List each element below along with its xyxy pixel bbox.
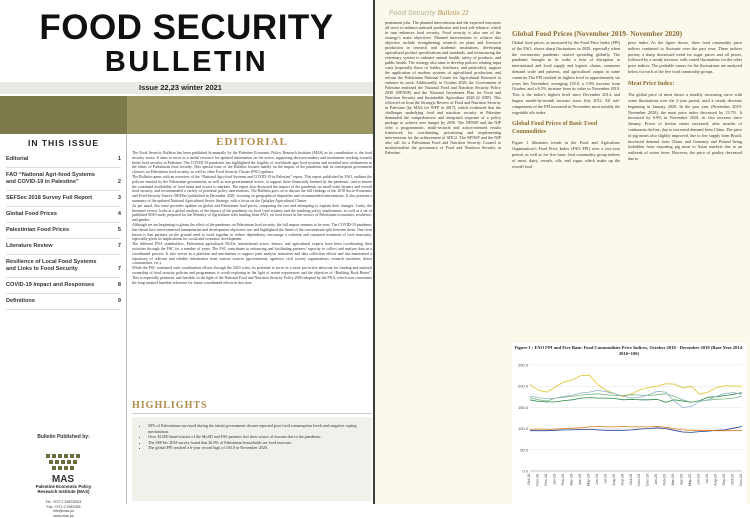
- left-page: [0, 0, 375, 504]
- x-tick-label: Dec-18: [544, 474, 548, 486]
- x-tick-label: Oct-19: [629, 474, 633, 485]
- toc-item[interactable]: [6, 255, 121, 278]
- x-tick-label: Jun-20: [697, 474, 701, 485]
- mas-contact: [0, 500, 127, 518]
- x-tick-label: Apr-20: [680, 474, 684, 485]
- toc-item-page: 1: [118, 156, 121, 163]
- toc-item-label: COVID-19 Impact and Responses: [6, 282, 106, 289]
- toc-item-label: FAO “National Agri-food Systems and COVID-19 in Palestine”: [6, 172, 106, 186]
- toc-item-page: 8: [118, 282, 121, 289]
- x-tick-label: Mar-19: [569, 474, 573, 485]
- series-line: [530, 390, 742, 407]
- toc-item-page: 5: [118, 227, 121, 234]
- editorial-section: [132, 134, 372, 504]
- toc-item-page: 7: [118, 243, 121, 250]
- org-line-2: Research Institute (MAS): [0, 489, 127, 494]
- olive-strip-dark: [0, 96, 127, 134]
- highlight-item: • 59% of Palestinians surveyed during the initial government closure reported poor food consumption levels and negative coping mechanisms.: [148, 423, 364, 434]
- highlights-list: [148, 423, 364, 451]
- editorial-paragraph: As per usual, this issue provides updates on global and Palestinian food prices, comparing the two and attempting to explain their changes. Lastly, the literature review looks at a global analysis of the impact of the pandemic on local food systems and the resulting policy implications, as well as a set of published MAS study prepared for the Ministry of Agriculture with funding from FAO, on food losses in the sectors of Palestinian economics, resilience, and gender.: [132, 204, 372, 223]
- toc-item-label: Editorial: [6, 156, 106, 163]
- x-tick-label: Jul-20: [705, 474, 709, 484]
- x-tick-label: Jul-19: [603, 474, 607, 484]
- fax: Fax: +972 2 2987055: [0, 505, 127, 510]
- y-tick-label: 100.0: [518, 426, 529, 431]
- x-tick-label: Jan-19: [552, 474, 556, 485]
- y-tick-label: 0.0: [522, 469, 528, 474]
- olive-strip: [0, 96, 373, 134]
- x-tick-label: Feb-19: [561, 474, 565, 485]
- subsection-title: Global Food Prices of Basic Food Commodities: [512, 121, 620, 136]
- x-tick-label: Sep-19: [620, 474, 624, 486]
- toc-item[interactable]: [6, 168, 121, 191]
- sidebar-heading: IN THIS ISSUE: [0, 138, 127, 148]
- x-tick-label: Oct-20: [731, 474, 735, 485]
- toc-item[interactable]: [6, 207, 121, 223]
- x-tick-label: Dec-19: [646, 474, 650, 486]
- editorial-title: EDITORIAL: [132, 136, 372, 148]
- column-c: [628, 40, 742, 162]
- x-tick-label: Nov-18: [535, 474, 539, 486]
- toc-item[interactable]: [6, 223, 121, 239]
- masthead-title: FOOD SECURITY: [0, 8, 373, 48]
- editorial-paragraph: The Bulletin opens with an overview of the “National Agri-food Systems and COVID-19 in Palestine” report. This report, published by FAO, outlines the policies enacted by the Palestinian government, as well as non-governmental actors, to support those financially harmed by the pandemic, and to ensure the continued availability of food items and access to markets. The report also discussed the impact of the pandemic on small-scale farmers and overall food security, and recommended a variety of potential policy interventions. The Bulletin goes on to discuss the full findings of the 2018 Socio-Economic and Food Security Survey (SEFSec) published in December 2020, focusing on geographical disparities and recommended interventions. It also presents a summary of the updated National Agricultural Sector Strategy, with a focus on the Qalqilya Agricultural Cluster.: [132, 175, 372, 204]
- highlight-item: • The global FPI reached a 6-year record high of 105.0 in November 2020.: [148, 445, 364, 451]
- masthead: [0, 0, 373, 82]
- x-tick-label: Aug-19: [612, 474, 616, 486]
- column-c-text-1: price index. As the figure shows, these food commodity price indices continued to fluctuate over the past year. These indices portray a sharp downward trend for sugar prices and oil prices, followed by a steady increase, with varied fluctuations for the other price indices. The probable causes for the fluctuations are analyzed below for each of the five food commodity groups.: [628, 40, 742, 75]
- svg-text:MAS: MAS: [52, 474, 75, 485]
- running-head-issue: Bulletin 22: [438, 9, 469, 17]
- x-tick-label: Mar-20: [671, 474, 675, 485]
- x-tick-label: May-20: [688, 474, 692, 486]
- figure-caption: Figure 1 : FAO FPI and Five Basic Food Commodities Price Indices, October 2018 - December 2019 (Base Year 2014-2016=100): [512, 345, 746, 356]
- mas-logo: [40, 452, 86, 484]
- tel: Tel: +972 2 2987053/4: [0, 500, 127, 505]
- toc-list: [6, 152, 121, 310]
- masthead-subtitle: BULLETIN: [0, 46, 373, 78]
- toc-item[interactable]: [6, 278, 121, 294]
- toc-item-page: 9: [118, 298, 121, 305]
- series-line: [530, 427, 742, 433]
- issue-label: Issue 22,23 winter 2021: [139, 82, 222, 94]
- sidebar: [0, 134, 127, 504]
- column-b-text-1: Global food prices, as measured by the Food Price Index (FPI) of the FAO, shows sharp fluctuations in 2020, especially when the coronavirus pandemic started spreading globally. The pandemic brought in its wake a host of disruption to international and local supply and logistic chains, consumer demand scale and patterns, and agricultural output in some countries The FPI reached its highest level in approximately six years this November, averaging 105.0, a 3.9% increase from October, and a 6.5% increase from its value in November 2019. This is the index’s highest level since December 2014, and largest month-by-month increase since July 2012. All sub-components of the FPI increased in November, most notably the vegetable oils index.: [512, 40, 620, 115]
- fpi-line-chart: [512, 359, 746, 504]
- running-head-title: Food Security: [389, 10, 436, 17]
- toc-item-label: Palestinian Food Prices: [6, 227, 106, 234]
- toc-item-page: 3: [118, 195, 121, 202]
- mas-org-name: [0, 484, 127, 494]
- x-tick-label: Sep-20: [722, 474, 726, 486]
- toc-item[interactable]: [6, 294, 121, 310]
- x-tick-label: Apr-19: [578, 474, 582, 485]
- toc-item-label: Literature Review: [6, 243, 106, 250]
- editorial-paragraph: The Food Security Bulletin has been published bi-annually by the Palestine Economic Policy Research Institute (MAS) as its contribution to the food security sector. It aims to serve as a useful resource for updated information on the sector, supporting decision-makers and institutions working towards better food security in Palestine. The COVID-19 pandemic has highlighted the fragility of worldwide agri-food systems and revealed new weaknesses in the fabric of Palestinian food security. This special issue of the Bulletin focuses mainly on the impact of the pandemic and its consequent government closures on Palestinian food security, as well as other Food Security Cluster (FSC) updates.: [132, 151, 372, 175]
- toc-item[interactable]: [6, 239, 121, 255]
- x-tick-label: Nov-20: [739, 474, 743, 486]
- figure-1: [512, 343, 746, 504]
- subsection-title-meat: Meat Price Index:: [628, 81, 742, 89]
- right-page: [375, 0, 750, 504]
- running-head: [389, 9, 469, 17]
- editorial-paragraph: Although we are beginning to gleam the effect of the pandemic on Palestinian food security, the full impact remains to be seen. The COVID-19 pandemic has shown how interconnected humanitarian and development objectives are, and highlighted the limits of the conventional split between them. One clear lesson is that partners on the ground need to work together to reduce dependency, encourage a coherent and sustained treatment of food insecurity, especially given its implications for social and economic development.: [132, 223, 372, 242]
- x-tick-label: Aug-20: [714, 474, 718, 486]
- editorial-paragraph: While the FSC continued such coordination efforts through the 2020 crisis, its potential to serve as a more pro-active advocate for funding and national ownership of food security policies and programmes is worth exploring in the light of recent experiences and the objective of “Building Back Better”. This is especially pertinent, and feasible, in the light of the National Food and Nutrition Security Policy 2030 adopted by the PNA, which now constitutes the long-awaited baseline reference for future coordinated efforts in this area.: [132, 266, 372, 285]
- org-line-1: Palestine Economic Policy: [0, 484, 127, 489]
- y-tick-label: 250.0: [518, 363, 529, 368]
- toc-item-label: Definitions: [6, 298, 106, 305]
- email-link[interactable]: info@mas.ps: [0, 509, 127, 514]
- toc-item-label: Global Food Prices: [6, 211, 106, 218]
- toc-item-label: Resilience of Local Food Systems and Links to Food Security: [6, 259, 106, 273]
- column-c-text-2: The global price of meat shows a steadily increasing curve with some fluctuations over the 2-year period, until a steady decrease beginning in January 2020. In the past year (November 2019-November 2020), the meat price index decreased by 13.7%. It increased by 0.9% in November 2020, its first increase since January. Prices of bovine meats increased, after months of continuous decline, due to increased demand from China. The price of pig meats also slightly improved, due to low supply from Brazil, increased demand from China, and Germany and Poland being forbidden from exporting pig meat to Asian markets due to an outbreak of swine fever. However, the price of poultry decreased due to: [628, 92, 742, 162]
- x-tick-label: May-19: [586, 474, 590, 486]
- x-tick-label: Jun-19: [595, 474, 599, 485]
- highlight-item: • The SEFSec 2018 survey found that 26.9% of Palestinian households are food insecure.: [148, 440, 364, 446]
- toc-item-label: SEFSec 2018 Survey Full Report: [6, 195, 106, 202]
- y-tick-label: 150.0: [518, 405, 529, 410]
- x-tick-label: Feb-20: [663, 474, 667, 485]
- y-tick-label: 50.0: [520, 447, 529, 452]
- highlights-box: [132, 417, 372, 501]
- highlights-title: HIGHLIGHTS: [132, 400, 372, 414]
- published-by-label: Bulletin Published by:: [0, 434, 127, 440]
- toc-item[interactable]: [6, 152, 121, 168]
- column-b: [512, 40, 620, 169]
- toc-item-page: 2: [118, 179, 121, 186]
- editorial-paragraph: The different PNA stakeholders, Palestinian agricultural NGOs, international actors, donors, and agricultural experts have been coordinating their activities through the FSC for a number of years. The FSC contributes to enhancing and facilitating partners’ capacity to collect and analyze data in a coordinated process. It also serves as a platform and mechanism to support joint analysis initiatives and data collection efforts and has maintained a repository of relevant and reliable information from various sources (governments, agencies, civil society organizations, research institutes, donor communities, etc.).: [132, 242, 372, 266]
- toc-item-page: 4: [118, 211, 121, 218]
- toc-item[interactable]: [6, 191, 121, 207]
- column-b-text-2: Figure 1 illustrates trends in the Food and Agriculture Organization’s Food Price Index (FAO FPI) over a two-year period, as well as for five basic food commodity group indices of meat, dairy, cereals, oils, and sugar, which make up the overall food: [512, 140, 620, 169]
- x-tick-label: Jan-20: [654, 474, 658, 485]
- column-a-text: permanent jobs. The planned interventions and the expected outcomes all serve to enhance national production and food self-reliance, which in turn enhances food security. Food security is also one of the strategy’s main objectives. Planned interventions to achieve this objective include strengthening research on plant and livestock production in research and academic institutions, developing agricultural product specifications and standards, and restructuring the veterinary system to enhance animal health, safety of products, and public health. The strategy also aims to develop policies relating input costs (especially those of fodder, fertilizers, and pesticides), support the application of modern systems of agricultural production, and reform the Palestinian National Centre for Agricultural Research to enhance its work. Additionally, in October 2020, the Government of Palestine endorsed the National Food and Nutrition Security Policy 2030 (NFNSP) and the National Investment Plan for Food and Nutrition Security and Sustainable Agriculture 2020-22 (NIP). This followed on from the Strategic Review of Food and Nutrition Security in Palestine (by MAS for WFP in 2017), which evidenced that the challenges underlying food and nutrition security in Palestine demanded the comprehensive and integrated response of a policy package to achieve zero hunger by 2030. The NFNSP and the NIP offer a programmatic, multi-sectoral and action-oriented results framework for coordinating, prioritizing and implementing interventions for the achievement of SDG2. The NFNSP and the NIP also call for a Palestinian Food and Nutrition Security Council to institutionalize the governance of Food and Nutrition Security in Palestine.: [385, 20, 501, 155]
- y-tick-label: 200.0: [518, 384, 529, 389]
- toc-item-page: 7: [118, 266, 121, 273]
- highlight-item: • Over 35,000 beneficiaries of the MoSD and FSS partners lost their source of income due to the pandemic.: [148, 434, 364, 440]
- section-title: Global Food Prices (November 2019- November 2020): [512, 29, 748, 38]
- x-tick-label: Nov-19: [637, 474, 641, 486]
- column-a: [385, 20, 501, 155]
- issue-bar: [0, 82, 373, 94]
- x-tick-label: Oct-18: [527, 474, 531, 485]
- web-link[interactable]: www.mas.ps: [0, 514, 127, 518]
